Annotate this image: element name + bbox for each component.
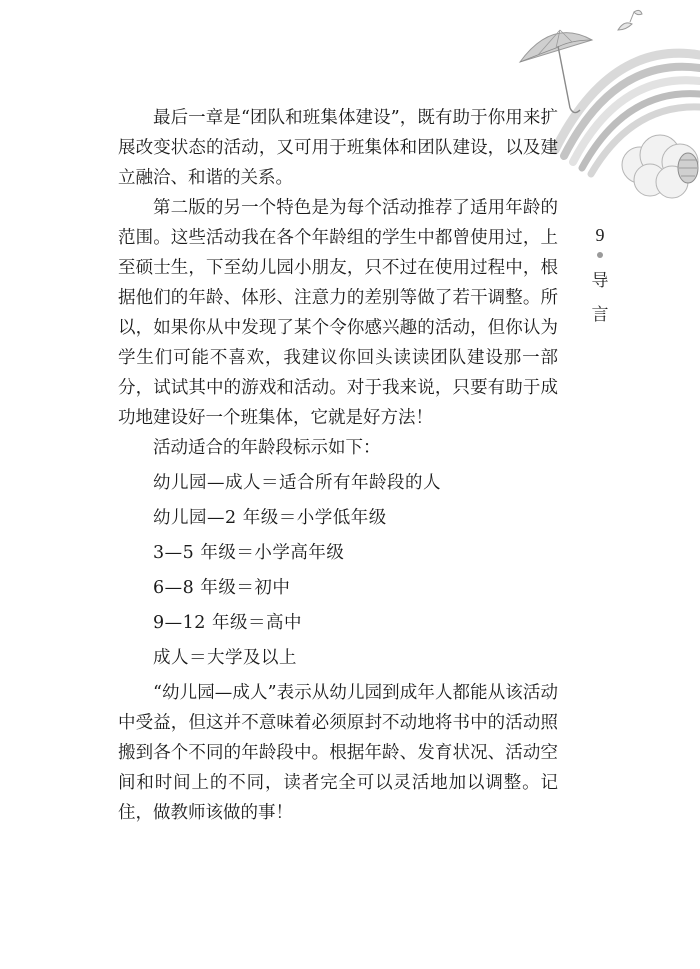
age-list-item: 9—12 年级＝高中 (153, 613, 302, 633)
age-list-item: 成人＝大学及以上 (153, 648, 297, 668)
age-list-item: 6—8 年级＝初中 (153, 578, 291, 598)
section-label-char: 导 (591, 271, 609, 291)
age-list-item: 幼儿园—成人＝适合所有年龄段的人 (153, 473, 441, 493)
age-list-item: 3—5 年级＝小学高年级 (153, 543, 345, 563)
paragraph-1: 最后一章是“团队和班集体建设”，既有助于你用来扩展改变状态的活动，又可用于班集体和团队建设，以及建立融洽、和谐的关系。 (118, 108, 558, 188)
age-list-item: 幼儿园—2 年级＝小学低年级 (153, 508, 387, 528)
section-label-char: 言 (591, 305, 609, 325)
page-number: 9 (595, 225, 605, 245)
paragraph-3: 活动适合的年龄段标示如下： (153, 438, 381, 458)
paragraph-2: 第二版的另一个特色是为每个活动推荐了适用年龄的范围。这些活动我在各个年龄组的学生中都曾使用过，上至硕士生，下至幼儿园小朋友，只不过在使用过程中，根据他们的年龄、体形、注意力的差别等做了若干调整。所以，如果你从中发现了某个令你感兴趣的活动，但你认为学生们可能不喜欢，我建议你回头读读团队建设那一部分，试试其中的游戏和活动。对于我来说，只要有助于成功地建设好一个班集体，它就是好方法！ (118, 198, 558, 428)
side-page-marker (588, 224, 612, 332)
closing-paragraph: “幼儿园—成人”表示从幼儿园到成年人都能从该活动中受益，但这并不意味着必须原封不动地将书中的活动照搬到各个不同的年龄段中。根据年龄、发育状况、活动空间和时间上的不同，读者完全可以灵活地加以调整。记住，做教师该做的事！ (118, 683, 558, 823)
body-text (118, 103, 558, 828)
dot-separator-icon (597, 252, 603, 258)
